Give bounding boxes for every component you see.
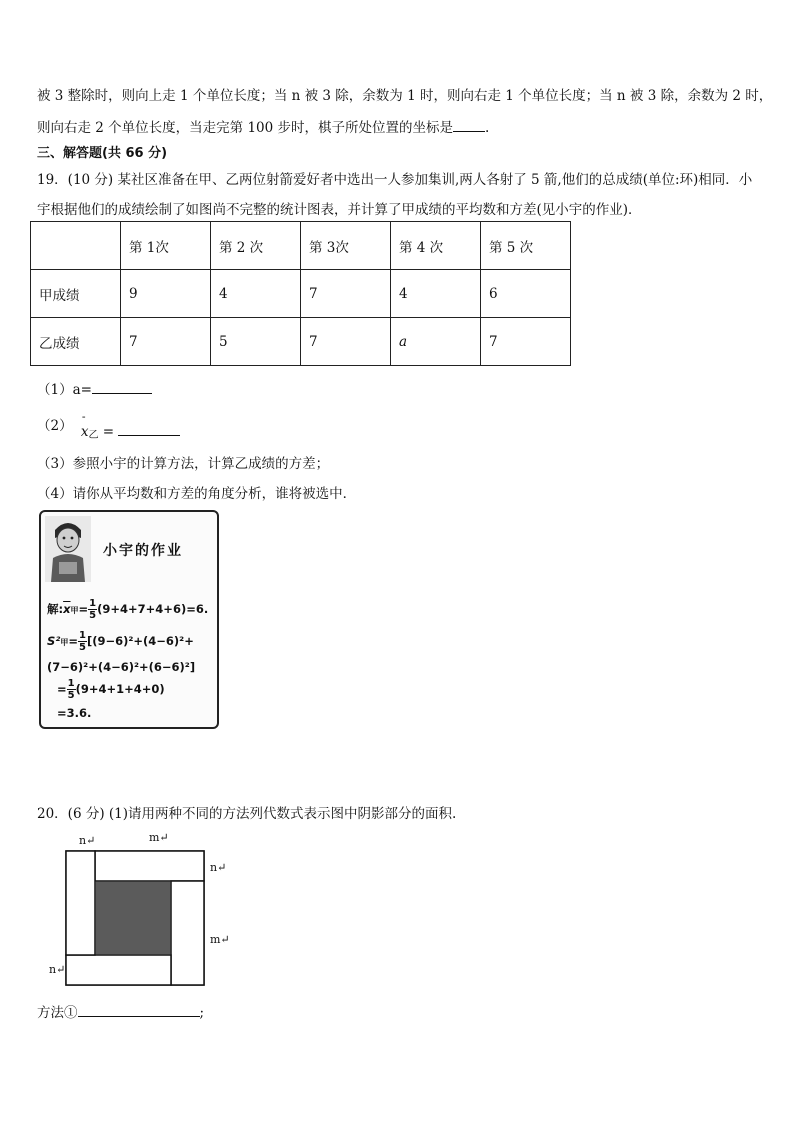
q19-sub2 — [37, 410, 180, 441]
outer-square — [66, 851, 204, 985]
table-row — [31, 318, 571, 366]
sub2-eq: = — [98, 424, 119, 440]
sub2-label: （2） — [37, 418, 73, 434]
mean-symbol — [80, 410, 99, 441]
hw-var-sub: 甲 — [60, 638, 69, 647]
q19-sub1 — [37, 378, 152, 398]
frac-den: 5 — [67, 690, 75, 701]
frac-num: 1 — [67, 678, 75, 689]
q18-line2-text: 则向右走 2 个单位长度，当走完第 100 步时，棋子所处位置的坐标是 — [37, 120, 454, 136]
hw-mean-var: $\overline{x}$ — [63, 602, 71, 616]
label-n-right: n↵ — [210, 861, 227, 874]
hw-solve-label: 解: — [47, 602, 64, 616]
table-cell: 5 — [211, 318, 301, 366]
q19-line1: 19．(10 分) 某社区准备在甲、乙两位射箭爱好者中选出一人参加集训,两人各射了 5 箭,他们的总成绩(单位:环)相同．小 — [37, 172, 753, 188]
top-rectangle — [95, 851, 204, 881]
mean-sub: 乙 — [88, 430, 99, 441]
fraction — [88, 598, 97, 621]
table-header-cell: 第 1次 — [121, 222, 211, 270]
overbar: - — [81, 410, 86, 423]
mean-var: x — [80, 424, 89, 440]
table-cell: 7 — [301, 270, 391, 318]
table-header-cell: 第 3次 — [301, 222, 391, 270]
label-n-top: n↵ — [79, 834, 96, 847]
homework-line-variance — [47, 630, 194, 653]
homework-line-5: =3.6. — [57, 706, 92, 720]
hw-mean-sub: 甲 — [70, 606, 79, 615]
homework-card — [39, 510, 219, 729]
method1-label: 方法① — [37, 1005, 78, 1021]
shaded-square — [95, 881, 171, 955]
frac-den: 5 — [89, 610, 97, 621]
q19-sub4: （4）请你从平均数和方差的角度分析，谁将被选中． — [37, 486, 357, 502]
table-cell: 9 — [121, 270, 211, 318]
label-m-right: m↵ — [210, 933, 230, 946]
label-n-left: n↵ — [49, 963, 66, 976]
table-header-cell: 第 2 次 — [211, 222, 301, 270]
table-cell: 6 — [481, 270, 571, 318]
frac-num: 1 — [78, 630, 86, 641]
q18-line2-end: . — [485, 120, 490, 136]
table-row — [31, 222, 571, 270]
q18-line1: 被 3 整除时，则向上走 1 个单位长度；当 n 被 3 除，余数为 1 时，则向右走 1 个单位长度；当 n 被 3 除，余数为 2 时， — [37, 88, 773, 104]
homework-title: 小宇的作业 — [103, 543, 183, 559]
left-rectangle — [66, 851, 95, 955]
answer-blank — [92, 381, 152, 394]
table-header-cell — [31, 222, 121, 270]
hw-sum-expr: (9+4+1+4+0) — [75, 682, 165, 696]
homework-line-3: (7−6)²+(4−6)²+(6−6)²] — [47, 660, 196, 674]
answer-blank — [118, 423, 180, 436]
frac-den: 5 — [78, 642, 86, 653]
table-cell: 4 — [391, 270, 481, 318]
hw-var-expr: [(9−6)²+(4−6)²+ — [86, 634, 194, 648]
table-row — [31, 270, 571, 318]
table-cell: 乙成绩 — [31, 318, 121, 366]
hw-eq: = — [68, 634, 78, 648]
score-table — [30, 221, 571, 366]
table-header-cell: 第 4 次 — [391, 222, 481, 270]
frac-num: 1 — [89, 598, 97, 609]
bottom-rectangle — [66, 955, 171, 985]
student-illustration — [45, 516, 91, 582]
method1-end: ; — [199, 1005, 205, 1021]
table-cell: 7 — [121, 318, 211, 366]
sub1-label: （1）a= — [37, 382, 92, 398]
table-cell: 甲成绩 — [31, 270, 121, 318]
table-cell: 7 — [301, 318, 391, 366]
label-m-top: m↵ — [149, 831, 169, 844]
q19-sub3: （3）参照小宇的计算方法，计算乙成绩的方差； — [37, 456, 330, 472]
method1-line — [37, 1001, 204, 1021]
table-header-cell: 第 5 次 — [481, 222, 571, 270]
q20-line1: 20．(6 分) (1)请用两种不同的方法列代数式表示图中阴影部分的面积. — [37, 806, 457, 822]
q18-line2 — [37, 116, 489, 136]
hw-eq: = — [78, 602, 89, 616]
homework-line-4 — [57, 678, 165, 701]
table-cell: a — [391, 318, 481, 366]
section-title: 三、解答题(共 66 分) — [37, 146, 168, 161]
hw-var-symbol: S² — [47, 634, 61, 648]
homework-line-mean — [47, 598, 208, 621]
table-cell: 4 — [211, 270, 301, 318]
answer-blank — [78, 1004, 200, 1017]
hw-mean-expr: (9+4+7+4+6)=6. — [97, 602, 209, 616]
right-rectangle — [171, 881, 204, 985]
answer-blank — [453, 119, 485, 132]
table-cell: 7 — [481, 318, 571, 366]
hw-eq: = — [57, 682, 67, 696]
q19-line2: 宇根据他们的成绩绘制了如图尚不完整的统计图表，并计算了甲成绩的平均数和方差(见小宇的作业)． — [37, 202, 642, 218]
fraction — [67, 678, 76, 701]
fraction — [78, 630, 87, 653]
